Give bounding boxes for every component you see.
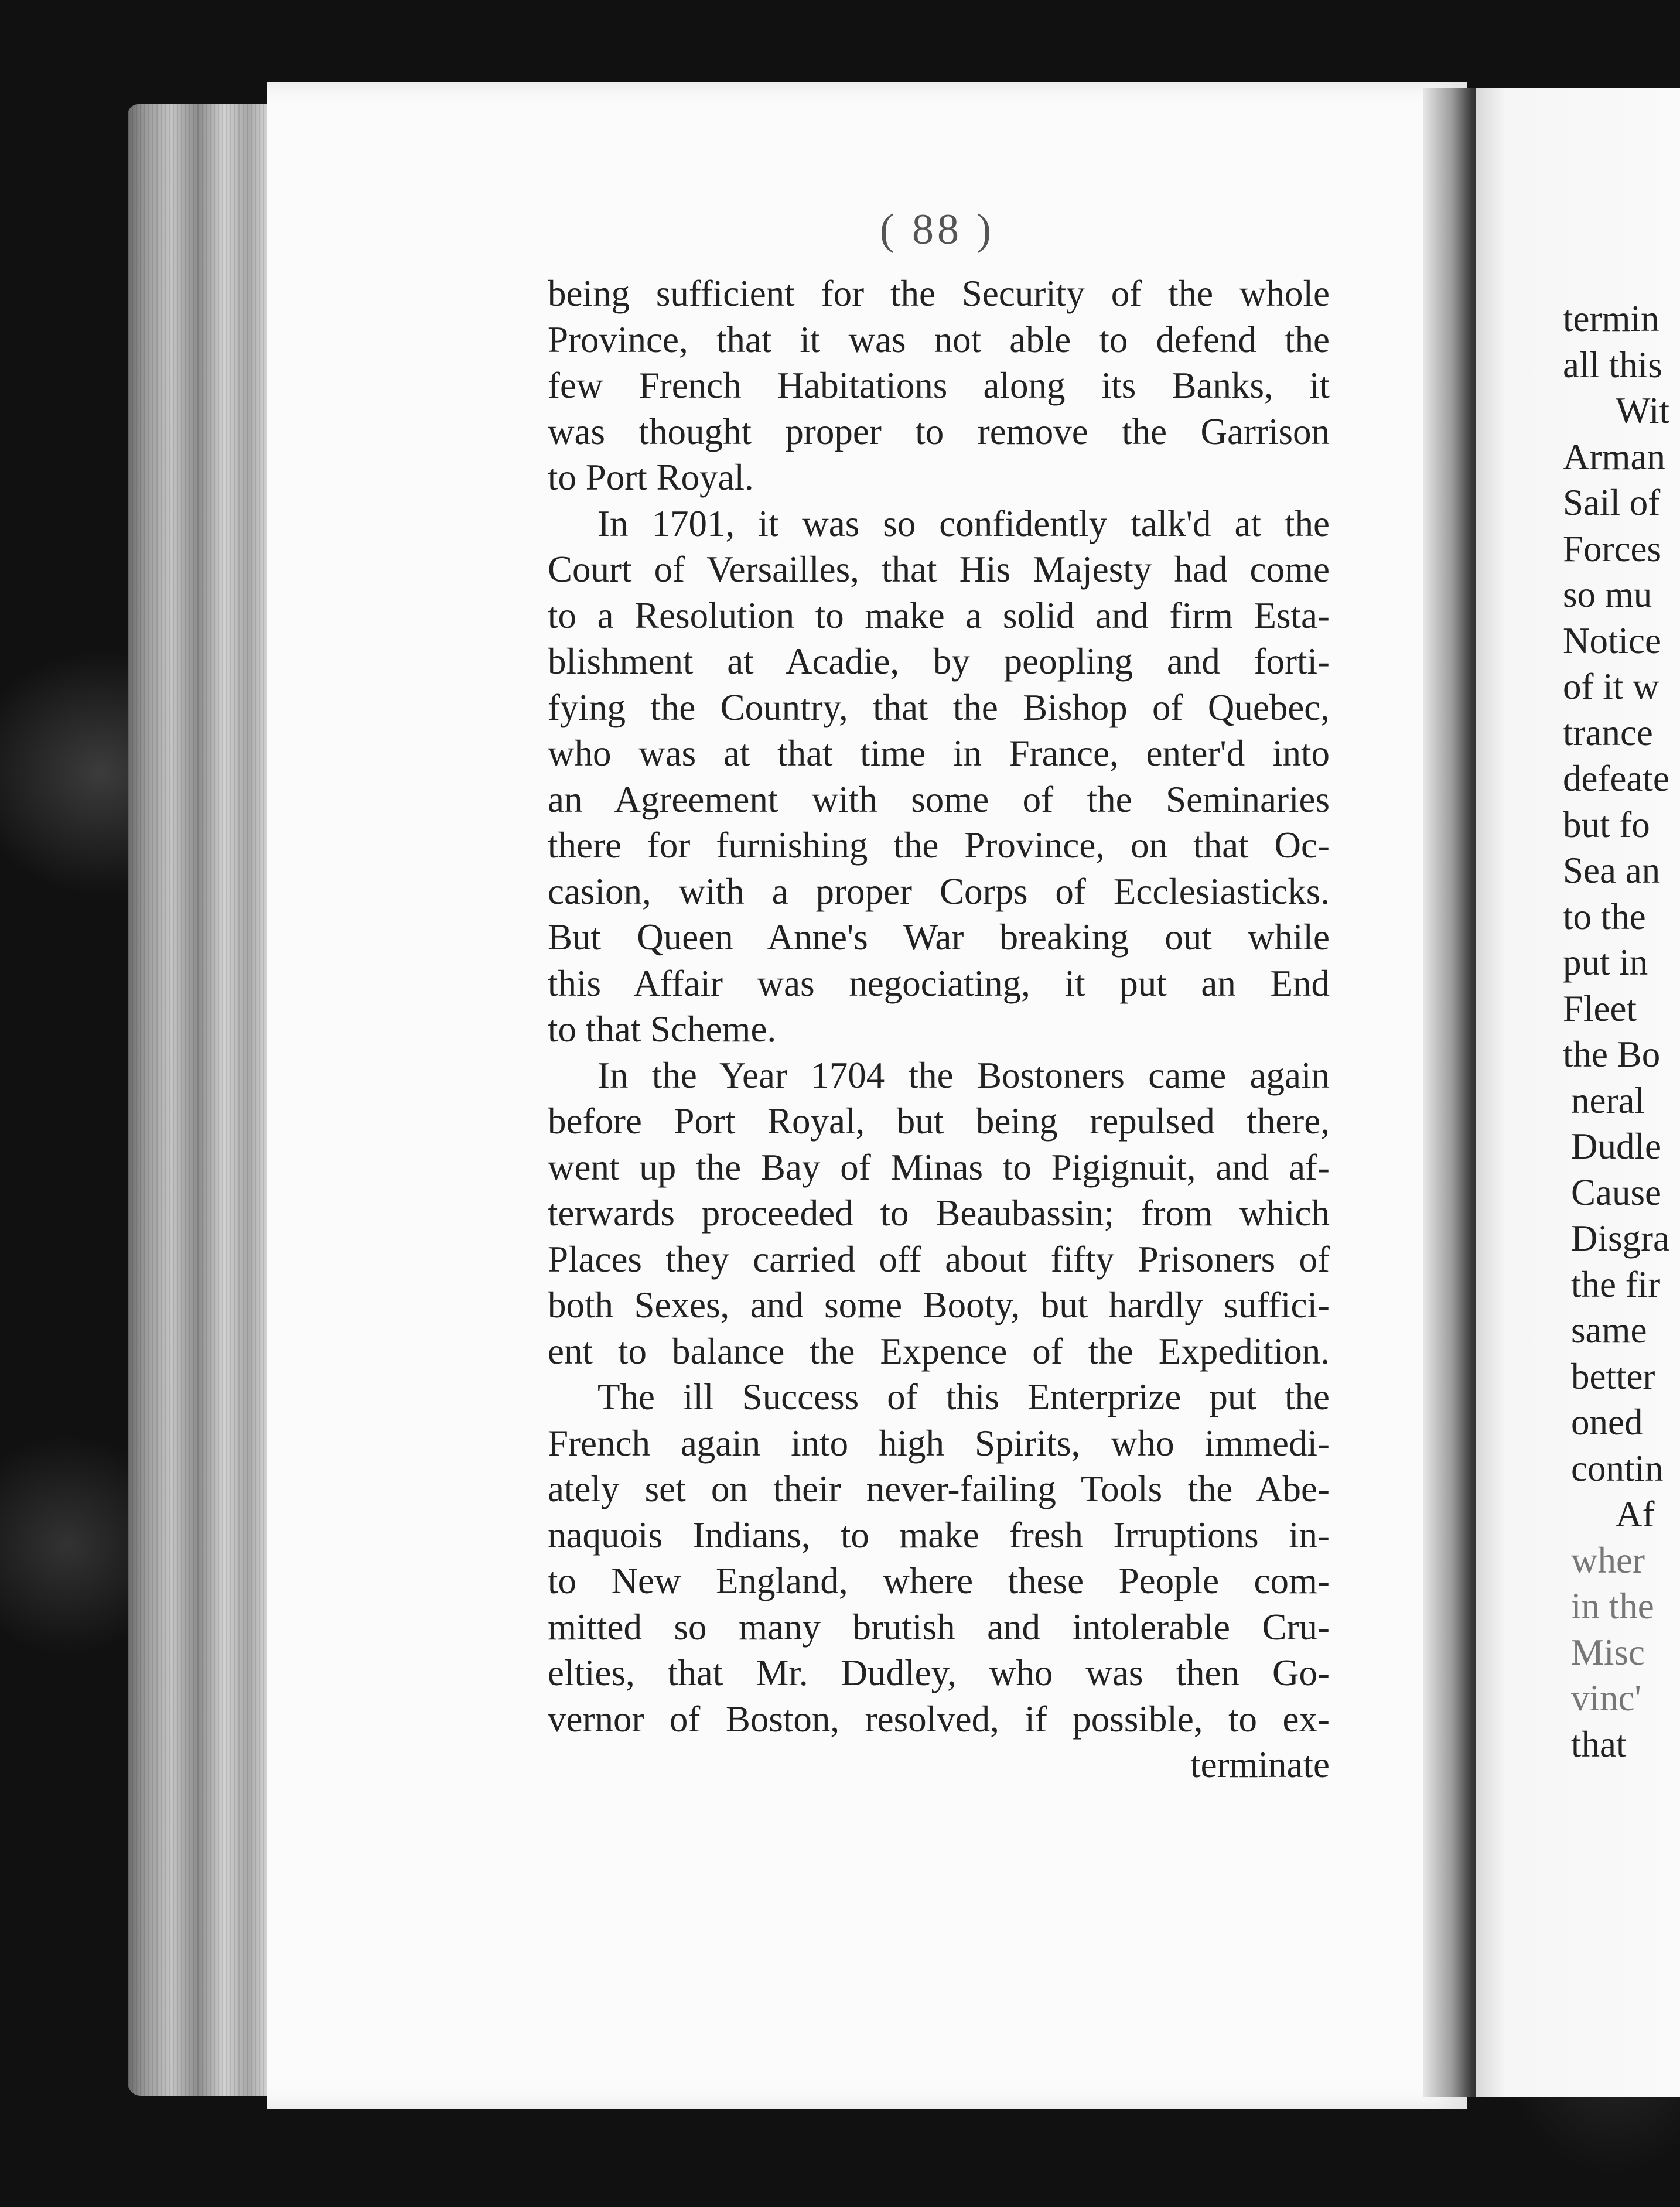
text-line: same <box>1571 1310 1647 1351</box>
text-line: Af <box>1616 1494 1655 1535</box>
text-line: Fleet <box>1563 988 1637 1029</box>
text-line: naquois Indians, to make fresh Irruptions in- <box>548 1514 1330 1556</box>
text-line: Places they carried off about fifty Prisoners of <box>548 1238 1330 1280</box>
text-line: Notice <box>1563 620 1661 661</box>
text-line: Cause <box>1571 1171 1661 1213</box>
text-line: ately set on their never-failing Tools the Abe- <box>548 1468 1330 1509</box>
text-line: blishment at Acadie, by peopling and forti- <box>548 641 1330 682</box>
text-line: termin <box>1563 298 1659 339</box>
text-line: the Bo <box>1563 1034 1661 1075</box>
text-line: being sufficient for the Security of the whole <box>548 273 1330 314</box>
text-line: so mu <box>1563 574 1652 615</box>
text-line: Court of Versailles, that His Majesty had come <box>548 549 1330 590</box>
text-line: put in <box>1563 942 1648 983</box>
text-line: oned <box>1571 1402 1643 1443</box>
text-line: vernor of Boston, resolved, if possible, to ex- <box>548 1698 1330 1740</box>
text-line: Wit <box>1616 390 1669 431</box>
text-line: The ill Success of this Enterprize put the <box>597 1376 1330 1417</box>
text-line: wher <box>1571 1539 1645 1581</box>
text-line: Forces <box>1563 528 1661 569</box>
text-line: who was at that time in France, enter'd into <box>548 733 1330 774</box>
text-line: Sea an <box>1563 850 1661 891</box>
text-line: neral <box>1571 1079 1645 1121</box>
text-line: elties, that Mr. Dudley, who was then Go- <box>548 1652 1330 1693</box>
text-line: both Sexes, and some Booty, but hardly suffici- <box>548 1284 1330 1325</box>
page-number: ( 88 ) <box>879 206 995 254</box>
text-line: the fir <box>1571 1263 1661 1305</box>
text-line: French again into high Spirits, who immedi- <box>548 1422 1330 1464</box>
text-line: Disgra <box>1571 1218 1669 1259</box>
text-line: fying the Country, that the Bishop of Quebec, <box>548 686 1330 728</box>
text-line: ent to balance the Expence of the Expedition. <box>548 1330 1330 1372</box>
text-line: terwards proceeded to Beaubassin; from which <box>548 1193 1330 1234</box>
text-line: to New England, where these People com- <box>548 1560 1330 1601</box>
text-line: went up the Bay of Minas to Pigignuit, and af- <box>548 1146 1330 1188</box>
text-line: casion, with a proper Corps of Ecclesiasticks. <box>548 870 1330 912</box>
text-line: trance <box>1563 712 1653 753</box>
text-line: Sail of <box>1563 482 1661 523</box>
text-line: in the <box>1571 1586 1654 1627</box>
text-line: an Agreement with some of the Seminaries <box>548 778 1330 820</box>
text-line: was thought proper to remove the Garrison <box>548 411 1330 452</box>
text-line: Arman <box>1563 436 1665 477</box>
text-line: mitted so many brutish and intolerable Cru- <box>548 1606 1330 1648</box>
text-line: In 1701, it was so confidently talk'd at the <box>597 503 1330 544</box>
text-line: to a Resolution to make a solid and firm Esta- <box>548 595 1330 636</box>
text-line: defeate <box>1563 758 1669 799</box>
text-line: Province, that it was not able to defend the <box>548 319 1330 360</box>
text-line: this Affair was negociating, it put an End <box>548 962 1330 1004</box>
page-edges <box>128 104 274 2096</box>
text-line: vinc' <box>1571 1678 1641 1719</box>
text-line: In the Year 1704 the Bostoners came again <box>597 1054 1330 1096</box>
text-line: Dudle <box>1571 1126 1661 1167</box>
text-line: before Port Royal, but being repulsed there, <box>548 1101 1330 1142</box>
text-line: that <box>1571 1723 1627 1765</box>
text-line: contin <box>1571 1447 1664 1489</box>
text-line: But Queen Anne's War breaking out while <box>548 917 1330 958</box>
text-line: Misc <box>1571 1631 1645 1673</box>
text-line: to that Scheme. <box>548 1009 777 1050</box>
text-line: to the <box>1563 896 1646 937</box>
text-line: few French Habitations along its Banks, it <box>548 365 1330 406</box>
text-line: there for furnishing the Province, on that Oc- <box>548 825 1330 866</box>
facing-page-text <box>1563 296 1680 1767</box>
catchword: terminate <box>1190 1744 1330 1785</box>
text-line: of it w <box>1563 666 1659 707</box>
text-line: all this <box>1563 344 1662 385</box>
text-line: but fo <box>1563 804 1650 845</box>
text-line: better <box>1571 1355 1655 1397</box>
text-line: to Port Royal. <box>548 457 754 498</box>
main-text <box>548 271 1330 1788</box>
